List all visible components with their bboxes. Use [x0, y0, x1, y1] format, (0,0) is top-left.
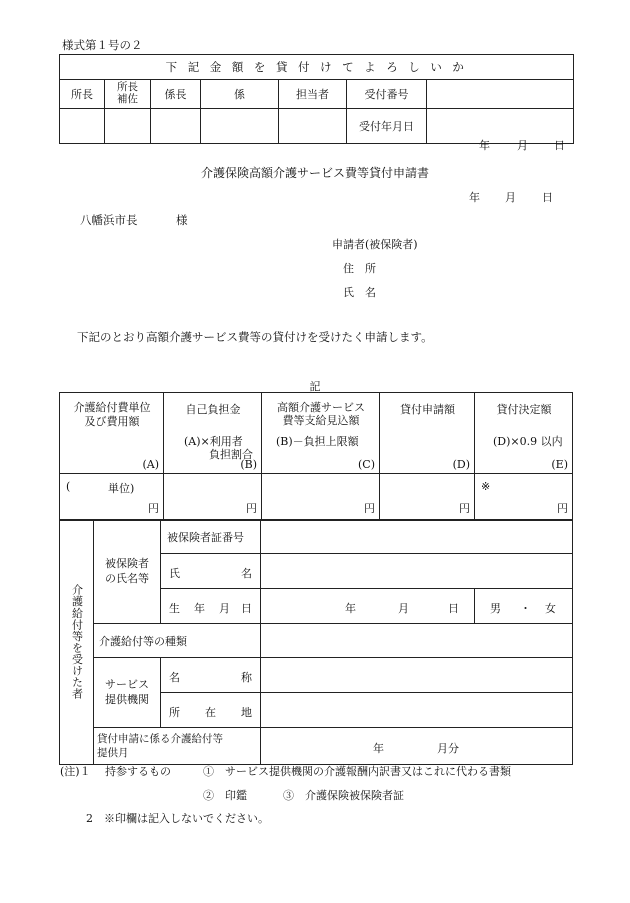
col-e-head: 貸付決定額: [496, 403, 552, 416]
receipt-date-year: 年: [479, 139, 490, 152]
col-b-head: 自己負担金: [185, 403, 241, 416]
col-a-header: [60, 393, 164, 474]
amounts-table: [59, 392, 573, 521]
unit-open: (: [66, 480, 71, 493]
col-d-input[interactable]: [380, 474, 475, 521]
col-b-input[interactable]: [164, 474, 262, 521]
birth-year: 年: [345, 602, 356, 615]
addressee-honorific: 様: [176, 213, 188, 227]
sex-field[interactable]: [475, 589, 573, 624]
sex-male[interactable]: 男: [490, 602, 501, 615]
insured-name-label: 氏 名: [161, 554, 261, 589]
col-e-header: [475, 393, 573, 474]
col-c-key: (C): [358, 458, 375, 471]
birth-day: 日: [448, 602, 459, 615]
form-number: 様式第１号の２: [62, 38, 143, 52]
provider-name-field[interactable]: [261, 658, 573, 693]
insured-number-field[interactable]: [261, 520, 573, 554]
notes-bring-label: 持参するもの: [105, 765, 171, 778]
stamp-box-section-chief[interactable]: [151, 109, 201, 144]
col-c-header: [262, 393, 380, 474]
col-d-key: (D): [452, 458, 470, 471]
stamp-col-person: 担当者: [279, 80, 347, 109]
stamp-box-chief[interactable]: [60, 109, 105, 144]
col-e-sub1: (D)×0.9 以内: [493, 435, 563, 448]
insured-group-label: 被保険者 の氏名等: [94, 520, 161, 624]
birth-date-label: 生 年 月 日: [161, 589, 261, 624]
col-e-input: [475, 474, 573, 521]
date-day: 日: [542, 191, 553, 204]
col-d-yen: 円: [459, 502, 470, 515]
receipt-date-month: 月: [517, 139, 528, 152]
provider-group-label: サービス 提供機関: [94, 658, 161, 728]
provider-location-field[interactable]: [261, 693, 573, 728]
col-a-input[interactable]: [60, 474, 164, 521]
col-d-header: [380, 393, 475, 474]
col-b-yen: 円: [246, 502, 257, 515]
col-c-sub1: (B)－負担上限額: [276, 435, 359, 448]
receipt-number-field[interactable]: [427, 80, 574, 109]
provider-location-label: 所 在 地: [161, 693, 261, 728]
date-year: 年: [469, 191, 480, 204]
notes-item3: ③ 介護保険被保険者証: [283, 789, 404, 802]
applicant-label: 申請者(被保険者): [332, 238, 418, 251]
insured-number-label: 被保険者証番号: [161, 520, 261, 554]
col-c-input[interactable]: [262, 474, 380, 521]
notes-item1: ① サービス提供機関の介護報酬内訳書又はこれに代わる書類: [203, 765, 511, 778]
col-e-key: (E): [551, 458, 568, 471]
benefit-type-label: 介護給付等の種類: [94, 624, 261, 658]
page-title: 介護保険高額介護サービス費等貸付申請書: [200, 166, 429, 180]
col-a-yen: 円: [148, 502, 159, 515]
birth-month: 月: [398, 602, 409, 615]
service-month-year: 年: [373, 742, 384, 755]
notes-item2: ② 印鑑: [203, 789, 247, 802]
recipient-table: [59, 519, 573, 765]
stamp-col-chief: 所長: [60, 80, 105, 109]
stamp-col-section-chief: 係長: [151, 80, 201, 109]
col-c-yen: 円: [364, 502, 375, 515]
col-c-head: 高額介護サービス 費等支給見込額: [277, 401, 365, 428]
receipt-date-label: 受付年月日: [347, 109, 427, 144]
receipt-date-field[interactable]: [427, 109, 574, 152]
unit-label: 単位): [108, 482, 135, 495]
receipt-number-label: 受付番号: [347, 80, 427, 109]
applicant-name-label: 氏 名: [343, 286, 376, 299]
col-a-head: 介護給付費単位 及び費用額: [73, 401, 151, 428]
col-b-key: (B): [240, 458, 257, 471]
col-b-sub2: 負担割合: [209, 448, 253, 461]
stamp-box-deputy[interactable]: [105, 109, 151, 144]
official-use-mark: ※: [481, 480, 491, 493]
approval-heading: 下 記 金 額 を 貸 付 け て よ ろ し い か: [60, 55, 574, 80]
recipient-side-label: 介護給付等を受けた者: [60, 520, 94, 765]
stamp-box-staff[interactable]: [201, 109, 279, 144]
stamp-col-deputy: 所長 補佐: [105, 80, 151, 109]
service-month-field[interactable]: [261, 728, 573, 765]
ki-heading: 記: [309, 380, 321, 393]
notes-item2-rule: 2 ※印欄は記入しないでください。: [86, 812, 269, 825]
col-e-yen: 円: [557, 502, 568, 515]
birth-date-field[interactable]: [261, 589, 475, 624]
sex-separator: ・: [520, 602, 531, 615]
service-month-suffix: 月分: [437, 742, 459, 755]
date-month: 月: [505, 191, 516, 204]
provider-name-label: 名 称: [161, 658, 261, 693]
addressee: 八幡浜市長: [80, 213, 138, 227]
benefit-type-field[interactable]: [261, 624, 573, 658]
col-a-key: (A): [142, 458, 159, 471]
stamp-col-staff: 係: [201, 80, 279, 109]
approval-table: [59, 54, 574, 152]
col-b-header: [164, 393, 262, 474]
col-b-sub1: (A)×利用者: [184, 435, 243, 448]
notes-prefix: (注)１: [60, 765, 91, 778]
insured-name-field[interactable]: [261, 554, 573, 589]
sex-female[interactable]: 女: [545, 602, 556, 615]
stamp-box-person[interactable]: [279, 109, 347, 144]
intro-text: 下記のとおり高額介護サービス費等の貸付けを受けたく申請します。: [77, 330, 433, 344]
col-d-head: 貸付申請額: [400, 403, 455, 416]
applicant-address-label: 住 所: [343, 262, 376, 275]
service-month-label: 貸付申請に係る介護給付等 提供月: [94, 728, 261, 765]
receipt-date-day: 日: [554, 139, 565, 152]
